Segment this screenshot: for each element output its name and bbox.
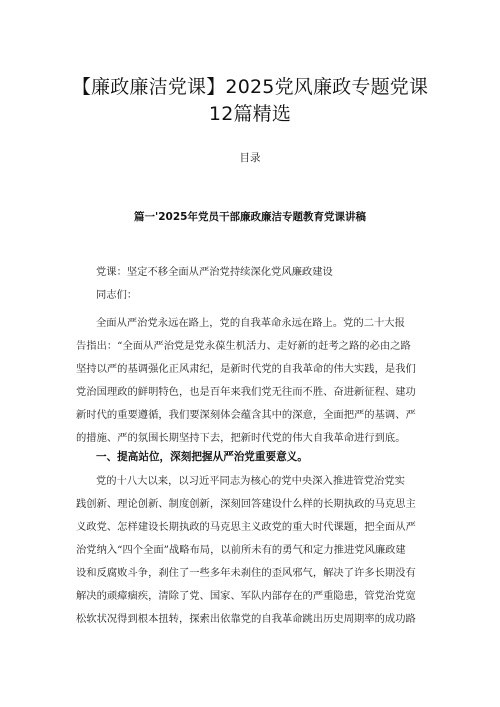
paragraph-line: 解决的顽瘴痼疾，清除了党、国家、军队内部存在的严重隐患，管党治党宽: [76, 590, 416, 602]
toc-entry: 篇一'2025年党员干部廉政廉洁专题教育党课讲稿: [134, 211, 366, 223]
title-line-1: 【廉政廉洁党课】2025党风廉政专题党课: [71, 76, 429, 98]
paragraph-line: 治党纳入“四个全面”战略布局，以前所未有的勇气和定力推进党风廉政建: [76, 544, 406, 556]
lecture-subtitle-block: [76, 261, 430, 307]
paragraph-2: [76, 470, 430, 631]
toc-heading: 目录: [239, 152, 261, 164]
paragraph-line: 坚持以严的基调强化正风肃纪，是新时代党的自我革命的伟大实践，是我们: [76, 363, 416, 375]
paragraph-line: 的措施、严的氛围长期坚持下去，把新时代党的伟大自我革命进行到底。: [76, 432, 406, 444]
title-line-2: 12篇精选: [208, 103, 292, 125]
document-title: [40, 74, 460, 128]
section-1-heading: 一、提高站位，深刻把握从严治党重要意义。: [96, 451, 308, 463]
paragraph-line: 党的十八大以来，以习近平同志为核心的党中央深入推进管党治党实: [96, 475, 405, 487]
greeting: 同志们：: [96, 289, 138, 301]
paragraph-line: 设和反腐败斗争，刹住了一些多年未刹住的歪风邪气，解决了许多长期没有: [76, 567, 416, 579]
paragraph-line: 全面从严治党永远在路上，党的自我革命永远在路上。党的二十大报: [96, 317, 405, 329]
paragraph-line: 松软状况得到根本扭转，探索出依靠党的自我革命跳出历史周期率的成功路: [76, 613, 416, 625]
paragraph-1: [76, 312, 430, 450]
paragraph-line: 义政党、怎样建设长期执政的马克思主义政党的重大时代课题，把全面从严: [76, 521, 416, 533]
paragraph-line: 告指出：“全面从严治党是党永葆生机活力、走好新的赶考之路的必由之路: [76, 340, 411, 352]
paragraph-line: 新时代的重要遵循，我们要深刻体会蕴含其中的深意，全面把严的基调、严: [76, 409, 416, 421]
lecture-subtitle: 党课：坚定不移全面从严治党持续深化党风廉政建设: [96, 266, 333, 278]
paragraph-line: 践创新、理论创新、制度创新，深刻回答建设什么样的长期执政的马克思主: [76, 498, 416, 510]
paragraph-line: 党治国理政的鲜明特色，也是百年来我们党无往而不胜、奋进新征程、建功: [76, 386, 416, 398]
